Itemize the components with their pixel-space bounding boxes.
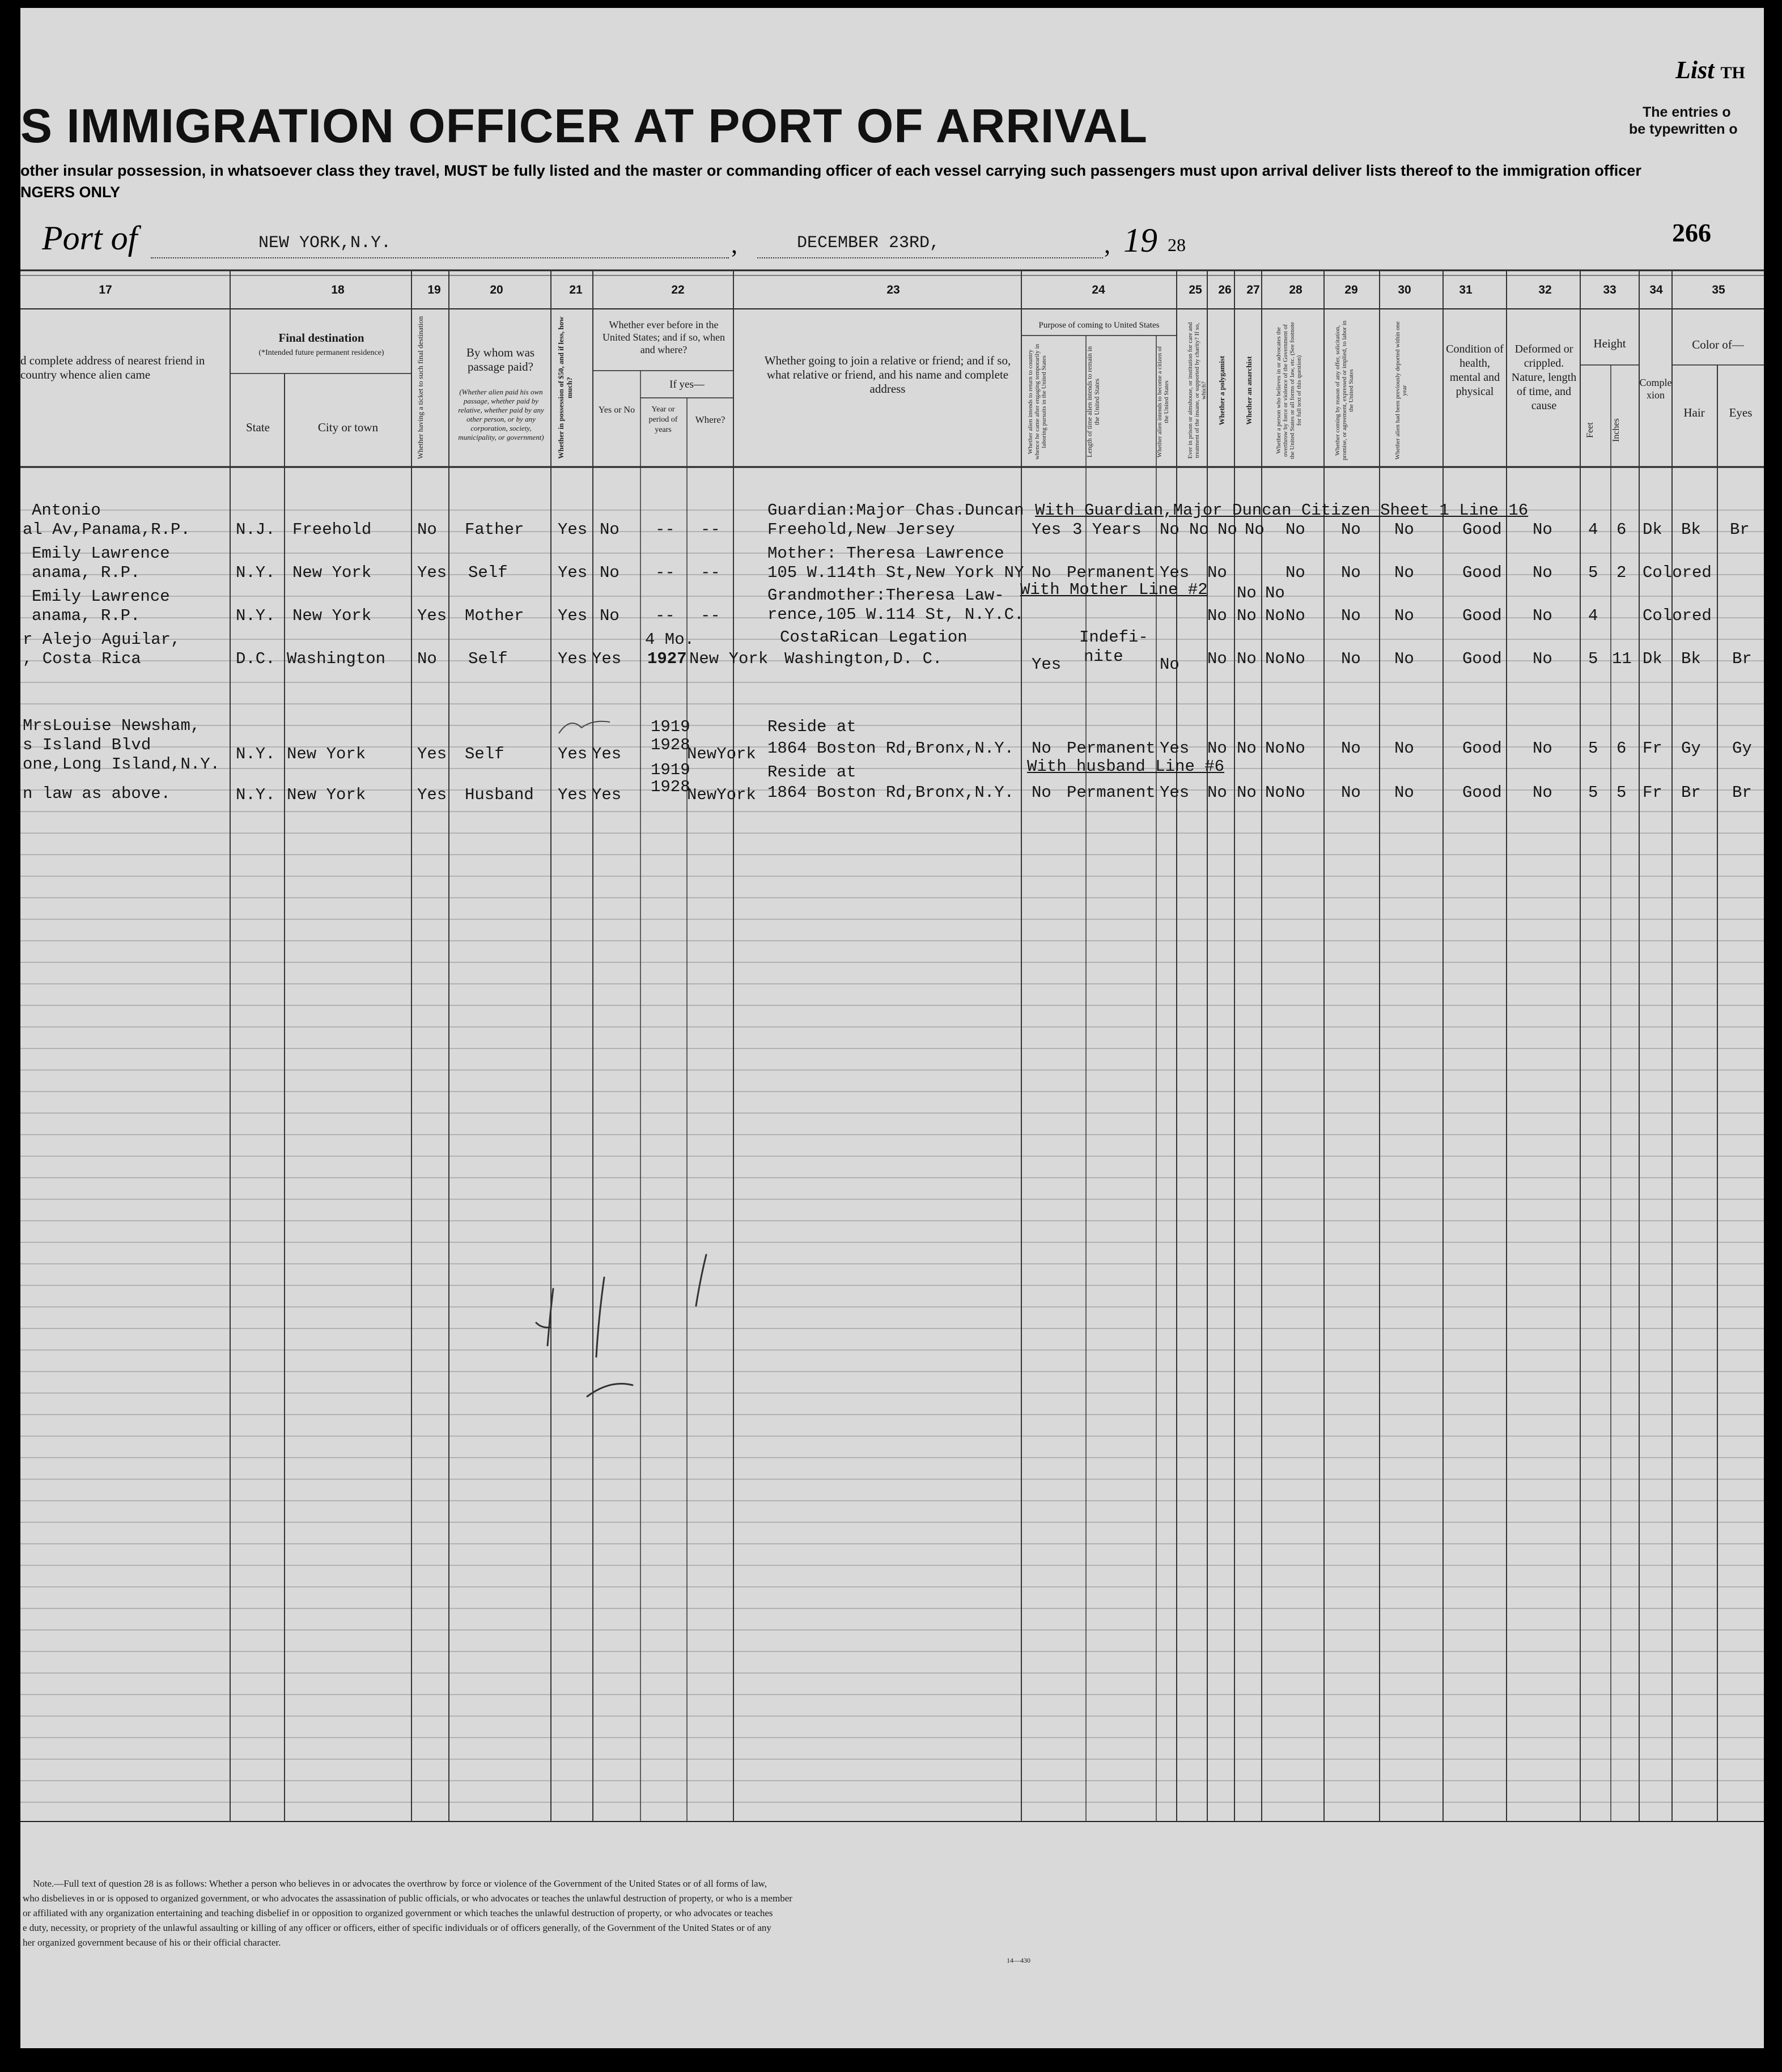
row5-purpose-citizen: Yes bbox=[1160, 739, 1190, 758]
date-comma: , bbox=[1104, 231, 1110, 258]
col-33-inches: Inches bbox=[1611, 418, 1621, 442]
row3-state: N.Y. bbox=[236, 606, 275, 625]
form-title: S IMMIGRATION OFFICER AT PORT OF ARRIVAL bbox=[20, 99, 1148, 152]
col-num-31: 31 bbox=[1459, 283, 1473, 296]
row3-q28: No bbox=[1285, 606, 1305, 625]
row4-money: Yes bbox=[558, 649, 588, 668]
row4-hair: Bk bbox=[1681, 649, 1701, 668]
row1-address-1: Antonio bbox=[32, 501, 101, 520]
row5-deformed: No bbox=[1533, 739, 1552, 758]
row5-eyes: Gy bbox=[1732, 739, 1752, 758]
row6-q29: No bbox=[1341, 783, 1361, 802]
row4-polygamist: No bbox=[1237, 649, 1257, 668]
col-num-18: 18 bbox=[331, 283, 345, 296]
row5-prison: No bbox=[1207, 739, 1227, 758]
row6-join-2: 1864 Boston Rd,Bronx,N.Y. bbox=[767, 783, 1015, 802]
row5-join-2: 1864 Boston Rd,Bronx,N.Y. bbox=[767, 739, 1015, 758]
col-num-24: 24 bbox=[1092, 283, 1105, 296]
instruction-line-1: other insular possession, in whatsoever class they travel, MUST be fully listed and the master or commanding officer of each vessel carrying such passengers must upon arrival deliver lists thereof to the immigration officer bbox=[20, 162, 1641, 179]
row2-prison: No bbox=[1207, 563, 1227, 582]
col-20-header: By whom was passage paid? bbox=[466, 346, 535, 373]
row6-before: Yes bbox=[592, 786, 622, 804]
row3-anarchist: No bbox=[1265, 606, 1285, 625]
row5-year: 1928 bbox=[651, 736, 690, 754]
col-18-subheader: (*Intended future permanent residence) bbox=[258, 349, 384, 357]
col-22-header: Whether ever before in the United States; and if so, when and where? bbox=[603, 319, 725, 355]
row4-join-2: Washington,D. C. bbox=[784, 649, 943, 668]
row6-city: New York bbox=[287, 786, 366, 804]
footnote-line-4: e duty, necessity, or propriety of the unlawful assaulting or killing of any officer or officers, either of specific individuals or of officers generally, of the Government of the United States or of any bbox=[23, 1922, 771, 1933]
row3-annotation: With Mother Line #2 bbox=[1020, 580, 1208, 599]
col-20-subheader: (Whether alien paid his own passage, whether paid by relative, whether paid by any other person, or by any corporation, society, municipality, or government) bbox=[458, 388, 544, 441]
row4-inches: 11 bbox=[1612, 649, 1632, 668]
row4-ticket: No bbox=[417, 649, 437, 668]
row4-state: D.C. bbox=[236, 649, 275, 668]
col-22-yesno: Yes or No bbox=[598, 405, 635, 415]
row2-before: No bbox=[600, 563, 620, 582]
row6-ticket: Yes bbox=[417, 786, 447, 804]
col-18-header: Final destination bbox=[278, 331, 364, 345]
page-number: 266 bbox=[1672, 218, 1711, 247]
row2-join-2: 105 W.114th St,New York NY bbox=[767, 563, 1024, 582]
col-19-header: Whether having a ticket to such final destination bbox=[416, 316, 425, 460]
row6-where: NewYork bbox=[687, 786, 756, 804]
row1-purpose-return: Yes bbox=[1032, 520, 1062, 539]
row6-purpose-return: No bbox=[1032, 783, 1051, 802]
row1-purpose-citizen: No bbox=[1160, 520, 1179, 539]
row1-complexion: Dk bbox=[1643, 520, 1662, 539]
row6-money: Yes bbox=[558, 786, 588, 804]
row5-year-first: 1919 bbox=[651, 717, 690, 736]
col-num-20: 20 bbox=[490, 283, 503, 296]
col-num-21: 21 bbox=[569, 283, 583, 296]
footnote-line-5: her organized government because of his or their official character. bbox=[23, 1937, 281, 1948]
row6-complexion: Fr bbox=[1643, 783, 1662, 802]
row2-q29: No bbox=[1341, 563, 1361, 582]
col-35-header: Color of— bbox=[1692, 338, 1744, 351]
footnote-line-3: or affiliated with any organization entertaining and teaching disbelief in or opposition to organized government or which teaches the unlawful destruction of property, or who advocates or teaches bbox=[23, 1908, 773, 1918]
row3-q29: No bbox=[1341, 606, 1361, 625]
row6-year: 1928 bbox=[651, 778, 690, 796]
row2-health: Good bbox=[1462, 563, 1502, 582]
row5-money: Yes bbox=[558, 745, 588, 763]
row4-deported: No bbox=[1394, 649, 1414, 668]
row5-deported: No bbox=[1394, 739, 1414, 758]
row4-feet: 5 bbox=[1588, 649, 1598, 668]
row1-join-2: Freehold,New Jersey bbox=[767, 520, 955, 539]
row2-address-2: anama, R.P. bbox=[32, 563, 141, 582]
row6-year-first: 1919 bbox=[651, 761, 690, 779]
row2-anarchist: No bbox=[1265, 584, 1285, 602]
col-num-34: 34 bbox=[1649, 283, 1663, 296]
col-22-ifyes: If yes— bbox=[669, 379, 705, 390]
col-35-eyes: Eyes bbox=[1729, 406, 1753, 419]
row2-address-1: Emily Lawrence bbox=[32, 544, 170, 563]
row5-where: NewYork bbox=[687, 745, 756, 763]
row2-city: New York bbox=[292, 563, 372, 582]
date-value: DECEMBER 23RD, bbox=[797, 233, 940, 253]
row5-q28: No bbox=[1285, 739, 1305, 758]
row1-health: Good bbox=[1462, 520, 1502, 539]
row4-address-1: r Alejo Aguilar, bbox=[23, 630, 181, 649]
row5-purpose-length: Permanent bbox=[1067, 739, 1156, 758]
row5-address-2: s Island Blvd bbox=[23, 736, 151, 754]
col-22-year: Year or period of years bbox=[648, 405, 678, 434]
row4-q29: No bbox=[1341, 649, 1361, 668]
row5-ticket: Yes bbox=[417, 745, 447, 763]
row3-prison: No bbox=[1207, 606, 1227, 625]
row6-join-1: Reside at bbox=[767, 763, 856, 782]
row5-q29: No bbox=[1341, 739, 1361, 758]
row4-eyes: Br bbox=[1732, 649, 1752, 668]
row6-paid-by: Husband bbox=[465, 786, 534, 804]
row2-join-1: Mother: Theresa Lawrence bbox=[767, 544, 1004, 563]
row2-deformed: No bbox=[1533, 563, 1552, 582]
col-num-23: 23 bbox=[886, 283, 900, 296]
row5-health: Good bbox=[1462, 739, 1502, 758]
row4-prison: No bbox=[1207, 649, 1227, 668]
row3-money: Yes bbox=[558, 606, 588, 625]
list-label: List TH bbox=[1675, 56, 1745, 84]
row4-year: 1927 bbox=[647, 649, 687, 668]
row5-annotation: With husband Line #6 bbox=[1027, 757, 1225, 776]
row1-feet: 4 bbox=[1588, 520, 1598, 539]
col-32-header: Deformed or crippled. Nature, length of time, and cause bbox=[1511, 343, 1577, 412]
col-29-header: Whether coming by reason of any offer, solicitation, promise, or agreement, expressed or implied, to labor in the United States bbox=[1334, 320, 1355, 461]
col-30-header: Whether alien had been previously deported within one year bbox=[1394, 321, 1408, 460]
row3-city: New York bbox=[292, 606, 372, 625]
entries-note-2: be typewritten o bbox=[1629, 121, 1738, 137]
row5-polygamist: No bbox=[1237, 739, 1257, 758]
col-33-feet: Feet bbox=[1585, 422, 1595, 438]
row6-q28: No bbox=[1285, 783, 1305, 802]
row1-before: No bbox=[600, 520, 620, 539]
row6-prison: No bbox=[1207, 783, 1227, 802]
row2-purpose-return: No bbox=[1032, 563, 1051, 582]
row4-anarchist: No bbox=[1265, 649, 1285, 668]
row6-deported: No bbox=[1394, 783, 1414, 802]
col-num-17: 17 bbox=[99, 283, 112, 296]
row1-where: -- bbox=[701, 520, 720, 539]
col-num-25: 25 bbox=[1189, 283, 1202, 296]
row5-paid-by: Self bbox=[465, 745, 504, 763]
row3-polygamist: No bbox=[1237, 606, 1257, 625]
row2-feet: 5 bbox=[1588, 563, 1598, 582]
port-label: Port of bbox=[42, 219, 138, 257]
row1-state: N.J. bbox=[236, 520, 275, 539]
col-35-hair: Hair bbox=[1683, 406, 1705, 419]
col-num-19: 19 bbox=[427, 283, 441, 296]
row3-before: No bbox=[600, 606, 620, 625]
row3-paid-by: Mother bbox=[465, 606, 524, 625]
row6-state: N.Y. bbox=[236, 786, 275, 804]
row2-polygamist: No bbox=[1237, 584, 1257, 602]
col-17-header: d complete address of nearest friend in country whence alien came bbox=[20, 354, 205, 381]
row6-polygamist: No bbox=[1237, 783, 1257, 802]
row2-state: N.Y. bbox=[236, 563, 275, 582]
row2-where: -- bbox=[701, 563, 720, 582]
port-comma: , bbox=[731, 231, 737, 258]
col-26-header: Whether a polygamist bbox=[1217, 355, 1226, 426]
row2-deported: No bbox=[1394, 563, 1414, 582]
col-num-30: 30 bbox=[1398, 283, 1411, 296]
row1-anarchist: No bbox=[1245, 520, 1265, 539]
row6-feet: 5 bbox=[1588, 783, 1598, 802]
row6-health: Good bbox=[1462, 783, 1502, 802]
handwritten-marks bbox=[519, 1243, 723, 1425]
year-prefix: 19 bbox=[1123, 222, 1157, 259]
row2-purpose-citizen: Yes bbox=[1160, 563, 1190, 582]
manifest-grid bbox=[20, 8, 1764, 2048]
col-num-26: 26 bbox=[1218, 283, 1232, 296]
row5-join-1: Reside at bbox=[767, 717, 856, 736]
row1-deformed: No bbox=[1533, 520, 1552, 539]
row4-q28: No bbox=[1285, 649, 1305, 668]
row4-health: Good bbox=[1462, 649, 1502, 668]
row4-purpose-citizen: No bbox=[1160, 655, 1179, 674]
instruction-line-2: NGERS ONLY bbox=[20, 184, 121, 201]
col-27-header: Whether an anarchist bbox=[1245, 356, 1253, 425]
row1-eyes: Br bbox=[1730, 520, 1750, 539]
row6-address-1: n law as above. bbox=[23, 784, 171, 803]
row1-hair: Bk bbox=[1681, 520, 1701, 539]
row2-paid-by: Self bbox=[468, 563, 508, 582]
row5-state: N.Y. bbox=[236, 745, 275, 763]
col-21-header: Whether in possession of $50, and if less, how much? bbox=[557, 316, 574, 459]
row2-complexion: Colored bbox=[1643, 563, 1712, 582]
row4-address-2: , Costa Rica bbox=[23, 649, 141, 668]
form-number: 14—430 bbox=[1007, 1956, 1030, 1964]
col-num-22: 22 bbox=[671, 283, 685, 296]
row1-inches: 6 bbox=[1616, 520, 1627, 539]
row4-year-period: 4 Mo. bbox=[645, 630, 695, 649]
row3-join-1: Grandmother:Theresa Law- bbox=[767, 586, 1004, 605]
row2-year: -- bbox=[655, 563, 675, 582]
row6-anarchist: No bbox=[1265, 783, 1285, 802]
row4-deformed: No bbox=[1533, 649, 1552, 668]
row1-purpose-length: 3 Years bbox=[1072, 520, 1142, 539]
row3-complexion: Colored bbox=[1643, 606, 1712, 625]
row1-q28: No bbox=[1285, 520, 1305, 539]
row4-purpose-return: Yes bbox=[1032, 655, 1062, 674]
row6-inches: 5 bbox=[1616, 783, 1627, 802]
row1-money: Yes bbox=[558, 520, 588, 539]
row2-money: Yes bbox=[558, 563, 588, 582]
col-34-header: Complexion bbox=[1639, 377, 1672, 401]
row5-address-3: one,Long Island,N.Y. bbox=[23, 755, 220, 774]
row3-year: -- bbox=[655, 606, 675, 625]
col-24-return: Whether alien intends to return to country whence he came after engaging temporarily in laboring pursuits in the United States bbox=[1027, 344, 1047, 460]
row5-city: New York bbox=[287, 745, 366, 763]
col-num-35: 35 bbox=[1712, 283, 1725, 296]
footnote-line-1: Note.—Full text of question 28 is as follows: Whether a person who believes in or advocates the overthrow by force or violence of the Government of the United States or of all forms of law, bbox=[33, 1878, 767, 1889]
row4-where: New York bbox=[689, 649, 769, 668]
handwritten-tick bbox=[553, 711, 621, 745]
row3-where: -- bbox=[701, 606, 720, 625]
row6-hair: Br bbox=[1681, 783, 1701, 802]
col-num-27: 27 bbox=[1246, 283, 1260, 296]
row1-prison: No bbox=[1189, 520, 1209, 539]
col-18-city: City or town bbox=[317, 421, 379, 434]
row1-year: -- bbox=[655, 520, 675, 539]
row6-purpose-length: Permanent bbox=[1067, 783, 1156, 802]
manifest-sheet bbox=[20, 8, 1764, 2048]
row3-ticket: Yes bbox=[417, 606, 447, 625]
row3-join-2: rence,105 W.114 St, N.Y.C. bbox=[767, 605, 1024, 624]
row1-paid-by: Father bbox=[465, 520, 524, 539]
year-suffix: 28 bbox=[1168, 235, 1186, 255]
row5-hair: Gy bbox=[1681, 739, 1701, 758]
col-24-citizen: Whether alien intends to become a citizen of the United States bbox=[1156, 346, 1170, 458]
port-value: NEW YORK,N.Y. bbox=[258, 233, 392, 253]
row3-health: Good bbox=[1462, 606, 1502, 625]
row5-before: Yes bbox=[592, 745, 622, 763]
row1-ticket: No bbox=[417, 520, 437, 539]
row5-inches: 6 bbox=[1616, 739, 1627, 758]
row5-feet: 5 bbox=[1588, 739, 1598, 758]
row4-paid-by: Self bbox=[468, 649, 508, 668]
row3-deported: No bbox=[1394, 606, 1414, 625]
col-33-header: Height bbox=[1593, 337, 1626, 350]
footnote-line-2: who disbelieves in or is opposed to organized government, or who advocates the assassination of public officials, or who advocates or teaches the unlawful destruction of property, or who is a member bbox=[23, 1893, 792, 1904]
row4-join-1: CostaRican Legation bbox=[780, 628, 968, 647]
row1-polygamist: No bbox=[1217, 520, 1237, 539]
row4-complexion: Dk bbox=[1643, 649, 1662, 668]
col-24-header: Purpose of coming to United States bbox=[1038, 321, 1160, 330]
row2-inches: 2 bbox=[1616, 563, 1627, 582]
row5-complexion: Fr bbox=[1643, 739, 1662, 758]
row2-q28: No bbox=[1285, 563, 1305, 582]
row1-city: Freehold bbox=[292, 520, 372, 539]
row6-purpose-citizen: Yes bbox=[1160, 783, 1190, 802]
col-num-29: 29 bbox=[1344, 283, 1358, 296]
row1-q29: No bbox=[1341, 520, 1361, 539]
col-18-state: State bbox=[246, 421, 270, 434]
row3-address-1: Emily Lawrence bbox=[32, 587, 170, 606]
row1-join-1: Guardian:Major Chas.Duncan bbox=[767, 501, 1024, 520]
col-28-header: Whether a person who believes in or advocates the overthrow by force or violence of the Government of the United States or all forms of law, etc. (See footnote for full text of this question) bbox=[1275, 322, 1302, 459]
row1-address-2: al Av,Panama,R.P. bbox=[23, 520, 190, 539]
entries-note-1: The entries o bbox=[1643, 104, 1731, 120]
row1-deported: No bbox=[1394, 520, 1414, 539]
row3-address-2: anama, R.P. bbox=[32, 606, 141, 625]
row6-eyes: Br bbox=[1732, 783, 1752, 802]
row2-ticket: Yes bbox=[417, 563, 447, 582]
col-22-where: Where? bbox=[695, 414, 725, 425]
col-23-header: Whether going to join a relative or friend; and if so, what relative or friend, and his name and complete address bbox=[764, 354, 1011, 396]
col-num-32: 32 bbox=[1538, 283, 1552, 296]
row2-purpose-length: Permanent bbox=[1067, 563, 1156, 582]
row3-deformed: No bbox=[1533, 606, 1552, 625]
row5-purpose-return: No bbox=[1032, 739, 1051, 758]
col-25-header: Ever in prison or almshouse, or institution for care and treatment of the insane, or supported by charity? If so, which? bbox=[1187, 322, 1207, 459]
col-num-28: 28 bbox=[1289, 283, 1302, 296]
row5-address-1: MrsLouise Newsham, bbox=[23, 716, 201, 735]
row4-purpose-length-2: nite bbox=[1084, 647, 1123, 666]
col-num-33: 33 bbox=[1603, 283, 1616, 296]
row1-annotation: With Guardian,Major Duncan Citizen Sheet 1 Line 16 bbox=[1035, 501, 1529, 520]
col-24-length: Length of time alien intends to remain in the United States bbox=[1085, 346, 1101, 458]
row3-feet: 4 bbox=[1588, 606, 1598, 625]
row5-anarchist: No bbox=[1265, 739, 1285, 758]
col-31-header: Condition of health, mental and physical bbox=[1446, 343, 1504, 398]
row4-city: Washington bbox=[287, 649, 386, 668]
row6-deformed: No bbox=[1533, 783, 1552, 802]
row4-before: Yes bbox=[592, 649, 622, 668]
row4-purpose-length-1: Indefi- bbox=[1079, 628, 1148, 647]
